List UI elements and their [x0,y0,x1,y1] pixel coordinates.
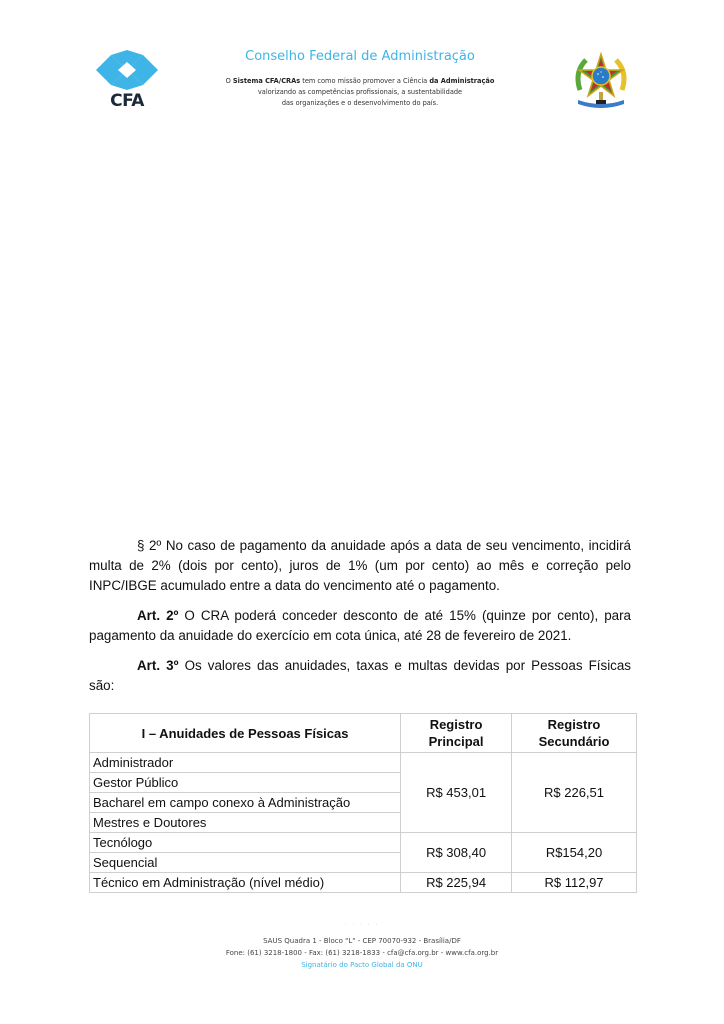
footer-address: SAUS Quadra 1 - Bloco "L" - CEP 70070-932 - Brasília/DF [263,937,461,945]
secundario-value-cell: R$154,20 [512,833,637,873]
footer-divider-dots: · · · · · [344,922,380,928]
category-cell: Tecnólogo [90,833,401,853]
article-3 [89,656,631,696]
article-2 [89,606,631,646]
cfa-logo-mark-icon [96,50,158,90]
mission-line-3: das organizações e o desenvolvimento do país. [281,99,439,107]
category-cell: Bacharel em campo conexo à Administração [90,793,401,813]
paragraph-text: § 2º No caso de pagamento da anuidade após a data de seu vencimento, incidirá multa de 2% (dois por cento), juros de 1% (um por cento) ao mês e correção pelo INPC/IBGE acumulado entre a data do vencimento até o pagamento. [89,538,631,593]
mission-bold-1: Sistema CFA/CRAs [232,77,301,85]
table-header-row [90,714,637,753]
article-text: Os valores das anuidades, taxas e multas devidas por Pessoas Físicas são: [89,658,632,693]
article-text: O CRA poderá conceder desconto de até 15% (quinze por cento), para pagamento da anuidade do exercício em cota única, até 28 de fevereiro de 2021. [89,608,631,643]
table-row [90,753,637,773]
mission-line-1 [200,76,520,87]
secundario-value-cell: R$ 112,97 [512,873,637,893]
organization-title: Conselho Federal de Administração [245,49,475,64]
cfa-logo-text: CFA [110,91,144,111]
secundario-value-cell: R$ 226,51 [512,753,637,833]
principal-value-cell: R$ 308,40 [401,833,512,873]
mission-line-2: valorizando as competências profissionais, a sustentabilidade [257,88,463,96]
table-row [90,833,637,853]
category-cell: Gestor Público [90,773,401,793]
footer-signatory: Signatário do Pacto Global da ONU [301,961,423,969]
article-label: Art. 2º [137,608,179,623]
paragraph-2-single-payment [89,536,631,596]
cfa-logo [96,50,158,112]
footer-contact: Fone: (61) 3218-1800 - Fax: (61) 3218-1833 - cfa@cfa.org.br - www.cfa.org.br [225,949,499,957]
article-label: Art. 3º [137,658,179,673]
mission-prefix: O [225,77,233,85]
annuity-fees-table [89,713,637,893]
category-cell: Administrador [90,753,401,773]
principal-value-cell: R$ 453,01 [401,753,512,833]
header-category: I – Anuidades de Pessoas Físicas [90,714,401,753]
header-registro-principal: Registro Principal [401,714,512,753]
principal-value-cell: R$ 225,94 [401,873,512,893]
table-row [90,873,637,893]
mission-mid: tem como missão promover a Ciência [300,77,430,85]
category-cell: Técnico em Administração (nível médio) [90,873,401,893]
brazil-coat-of-arms-icon [572,50,630,110]
mission-statement [200,76,520,109]
category-cell: Mestres e Doutores [90,813,401,833]
header-registro-secundario: Registro Secundário [512,714,637,753]
category-cell: Sequencial [90,853,401,873]
mission-bold-2: da Administração [429,77,495,85]
